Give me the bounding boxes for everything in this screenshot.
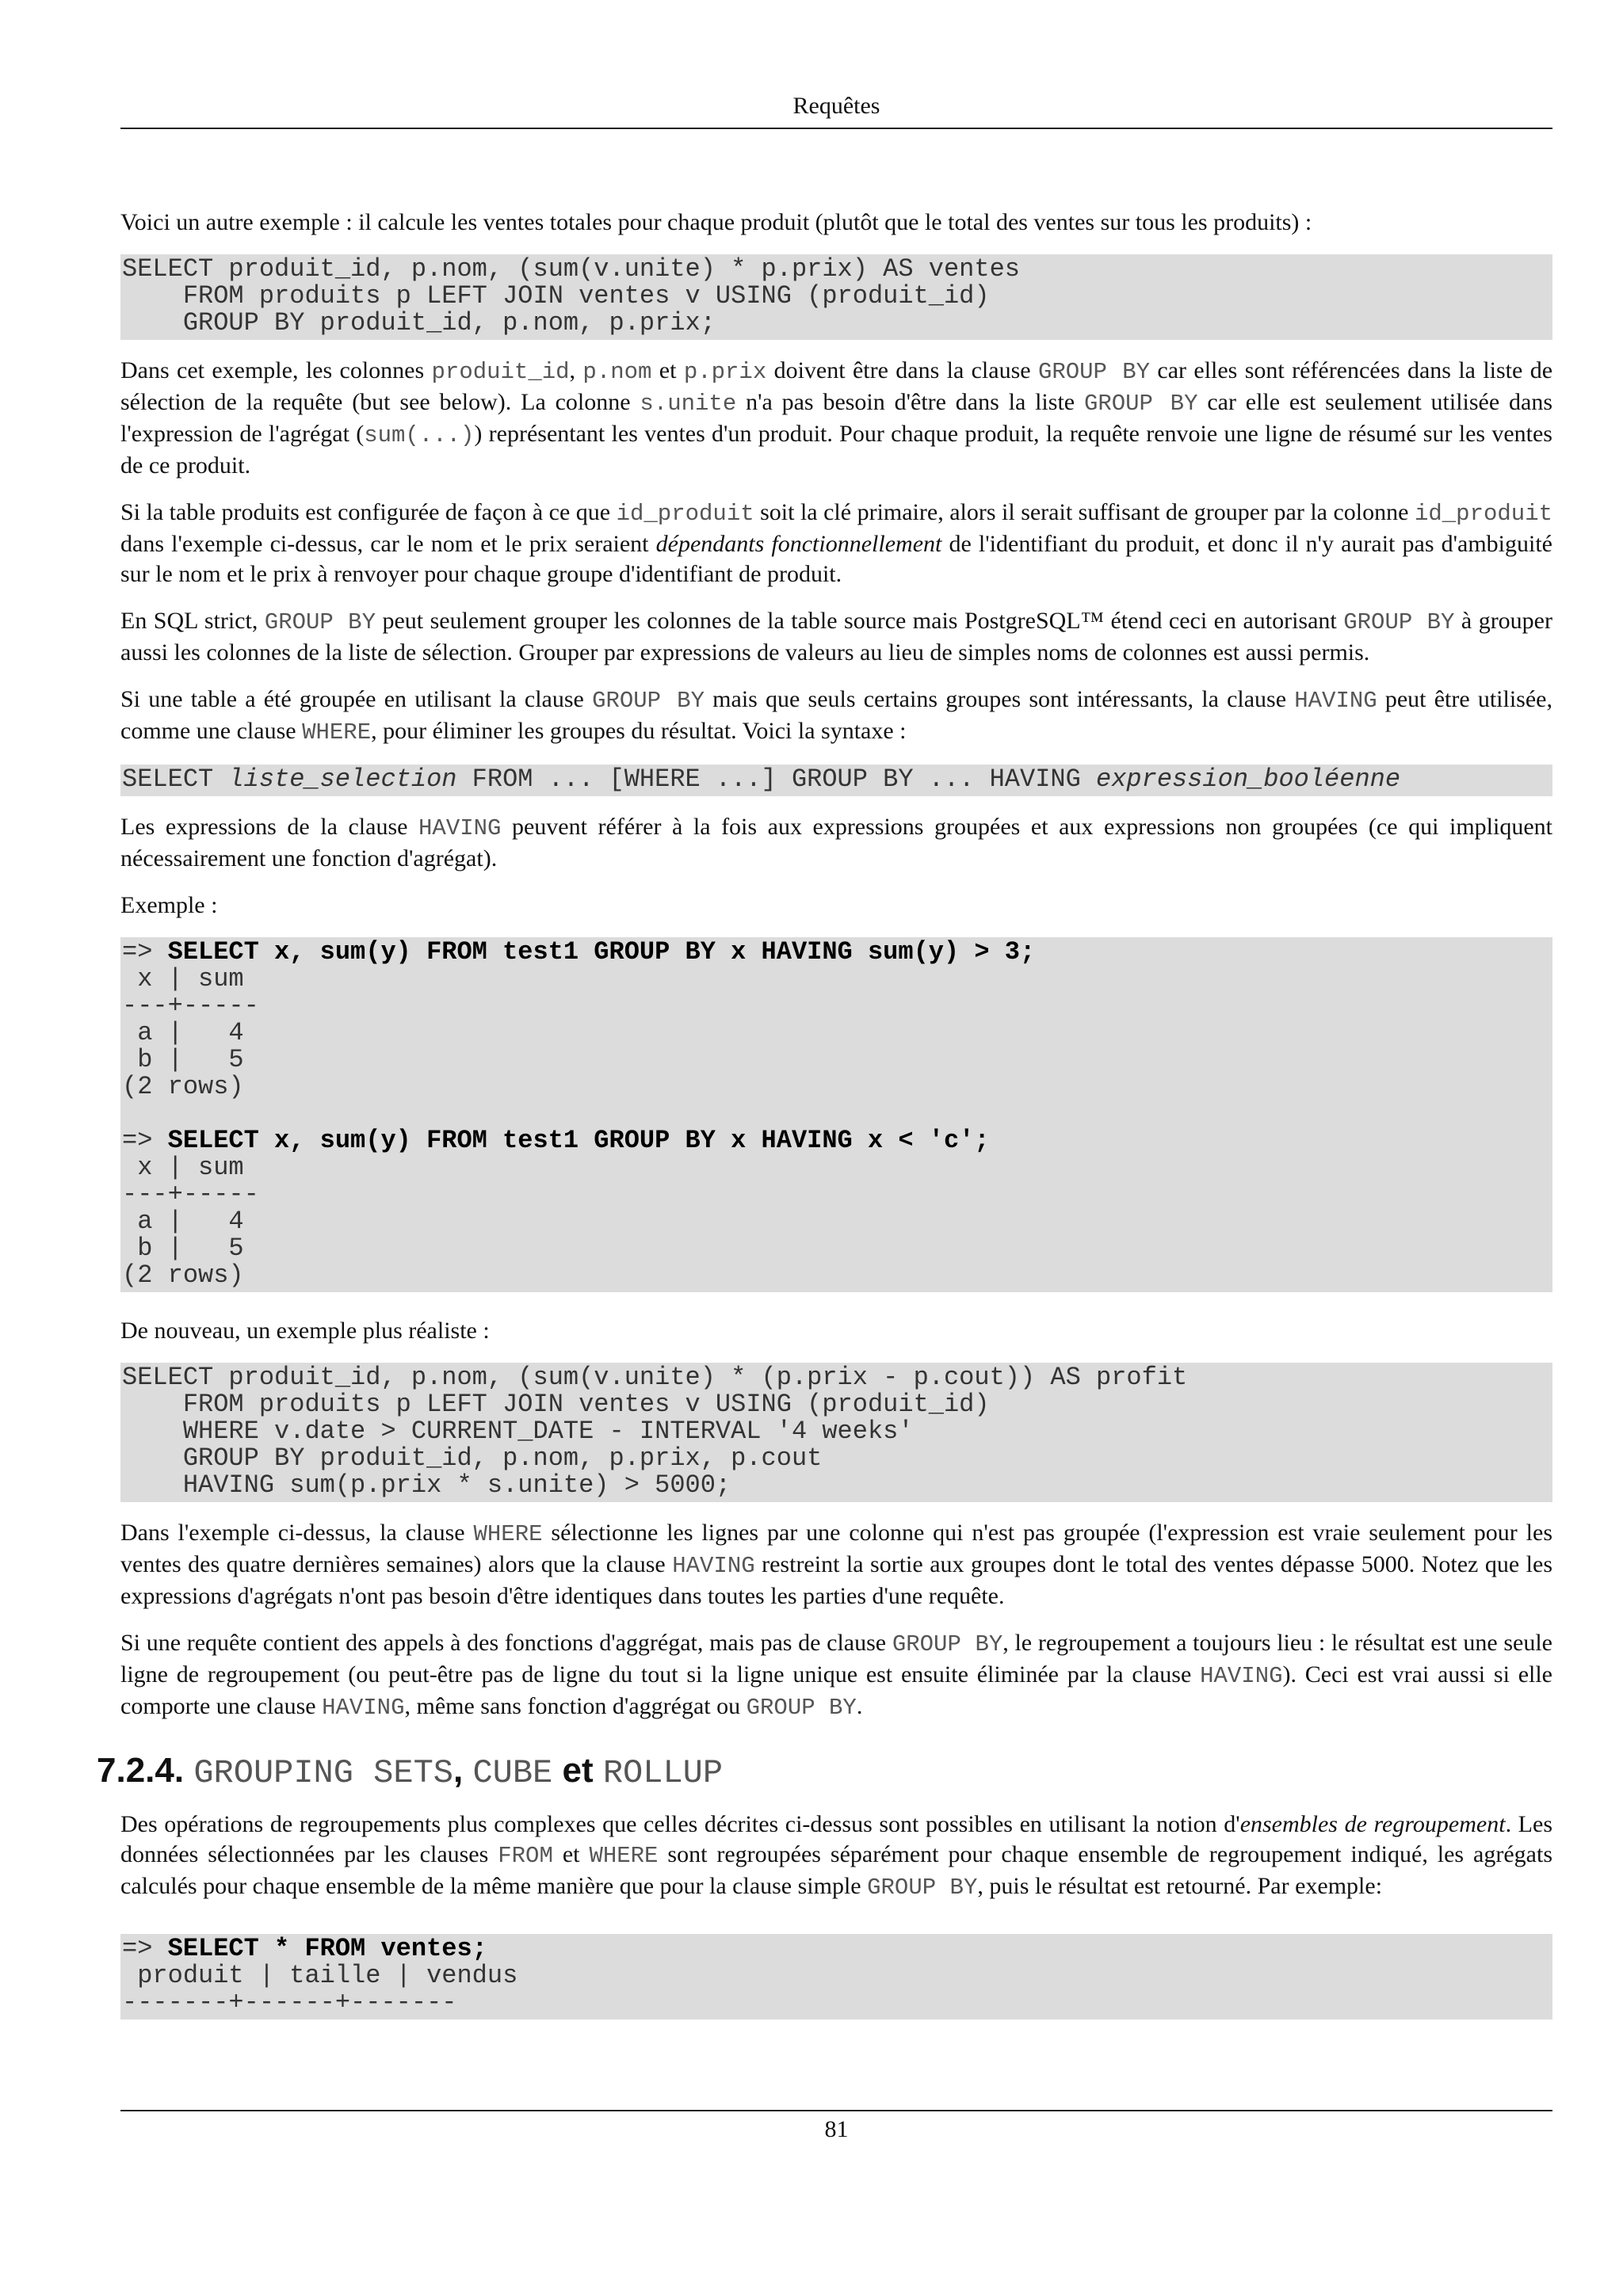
paragraph-group-by-columns: Dans cet exemple, les colonnes produit_id, p.nom et p.prix doivent être dans la clause GROUP BY car elles sont référencées dans la liste de sélection de la requête (but see below). La colonne s.unite n'a pas besoin d'être dans la liste GROUP BY car elle est seulement utilisée dans l'expression de l'agrégat (sum(...)) représentant les ventes d'un produit. Pour chaque produit, la requête renvoie une ligne de résumé sur les ventes de ce produit.	[120, 357, 1553, 479]
code-block-ventes: SELECT produit_id, p.nom, (sum(v.unite) * p.prix) AS ventes FROM produits p LEFT JOIN ventes v USING (produit_id) GROUP BY produit_id, p.nom, p.prix;	[120, 254, 1552, 340]
code-block-profit: SELECT produit_id, p.nom, (sum(v.unite) * (p.prix - p.cout)) AS profit FROM produits p LEFT JOIN ventes v USING (produit_id) WHERE v.date > CURRENT_DATE - INTERVAL '4 weeks' GROUP BY produit_id, p.nom, p.prix, p.cout HAVING sum(p.prix * s.unite) > 5000;	[120, 1363, 1552, 1502]
page-number: 81	[824, 2116, 849, 2142]
paragraph-grouping-sets-intro: Des opérations de regroupements plus complexes que celles décrites ci-dessus sont possibles en utilisant la notion d'ensembles de regroupement. Les données sélectionnées par les clauses FROM et WHERE sont regroupées séparément pour chaque ensemble de regroupement indiqué, les agrégats calculés pour chaque ensemble de la même manière que pour la clause simple GROUP BY, puis le résultat est retourné. Par exemple:	[120, 1811, 1553, 1901]
paragraph-where-vs-having: Dans l'exemple ci-dessus, la clause WHERE sélectionne les lignes par une colonne qui n'est pas groupée (l'expression est vraie seulement pour les ventes des quatre dernières semaines) alors que la clause HAVING restreint la sortie aux groupes dont le total des ventes dépasse 5000. Notez que les expressions d'agrégats n'ont pas besoin d'être identiques dans toutes les parties d'une requête.	[120, 1520, 1553, 1609]
code-block-having-examples: => SELECT x, sum(y) FROM test1 GROUP BY x HAVING sum(y) > 3; x | sum ---+----- a | 4 b | 5 (2 rows) => SELECT x, sum(y) FROM test1 GROUP BY x HAVING x < 'c'; x | sum ---+----- a | 4 b | 5 (2 rows)	[120, 937, 1552, 1292]
paragraph-strict-sql: En SQL strict, GROUP BY peut seulement grouper les colonnes de la table source mais PostgreSQL™ étend ceci en autorisant GROUP BY à grouper aussi les colonnes de la liste de sélection. Grouper par expressions de valeurs au lieu de simples noms de colonnes est aussi permis.	[120, 608, 1552, 666]
paragraph-primary-key: Si la table produits est configurée de façon à ce que id_produit soit la clé primaire, alors il serait suffisant de grouper par la colonne id_produit dans l'exemple ci-dessus, car le nom et le prix seraient dépendants fonctionnellement de l'identifiant du produit, et donc il n'y aurait pas d'ambiguité sur le nom et le prix à renvoyer pour chaque groupe d'identifiant de produit.	[120, 499, 1552, 587]
paragraph-intro: Voici un autre exemple : il calcule les ventes totales pour chaque produit (plutôt que le total des ventes sur tous les produits) :	[120, 209, 1312, 235]
code-block-ventes-select: => SELECT * FROM ventes; produit | taille | vendus -------+------+-------	[120, 1934, 1552, 2019]
running-header: Requêtes	[792, 93, 880, 119]
paragraph-aggregate-no-group-by: Si une requête contient des appels à des fonctions d'aggrégat, mais pas de clause GROUP BY, le regroupement a toujours lieu : le résultat est une seule ligne de regroupement (ou peut-être pas de ligne du tout si la ligne unique est ensuite éliminée par la clause HAVING). Ceci est vrai aussi si elle comporte une clause HAVING, même sans fonction d'aggrégat ou GROUP BY.	[120, 1630, 1552, 1721]
paragraph-realistic-example: De nouveau, un exemple plus réaliste :	[120, 1318, 490, 1344]
code-block-having-syntax: SELECT liste_selection FROM ... [WHERE ...] GROUP BY ... HAVING expression_booléenne	[120, 765, 1552, 796]
section-heading-grouping-sets: 7.2.4. GROUPING SETS, CUBE et ROLLUP	[97, 1751, 724, 1792]
page-content	[97, 208, 1553, 2035]
footer-rule	[120, 2110, 1552, 2111]
paragraph-having-expressions: Les expressions de la clause HAVING peuvent référer à la fois aux expressions groupées et aux expressions non groupées (ce qui impliquent nécessairement une fonction d'agrégat).	[120, 814, 1552, 871]
paragraph-having-intro: Si une table a été groupée en utilisant la clause GROUP BY mais que seuls certains groupes sont intéressants, la clause HAVING peut être utilisée, comme une clause WHERE, pour éliminer les groupes du résultat. Voici la syntaxe :	[120, 686, 1552, 746]
spacer	[120, 1920, 1552, 1934]
header-rule	[120, 128, 1552, 129]
paragraph-example-label: Exemple :	[120, 892, 218, 918]
